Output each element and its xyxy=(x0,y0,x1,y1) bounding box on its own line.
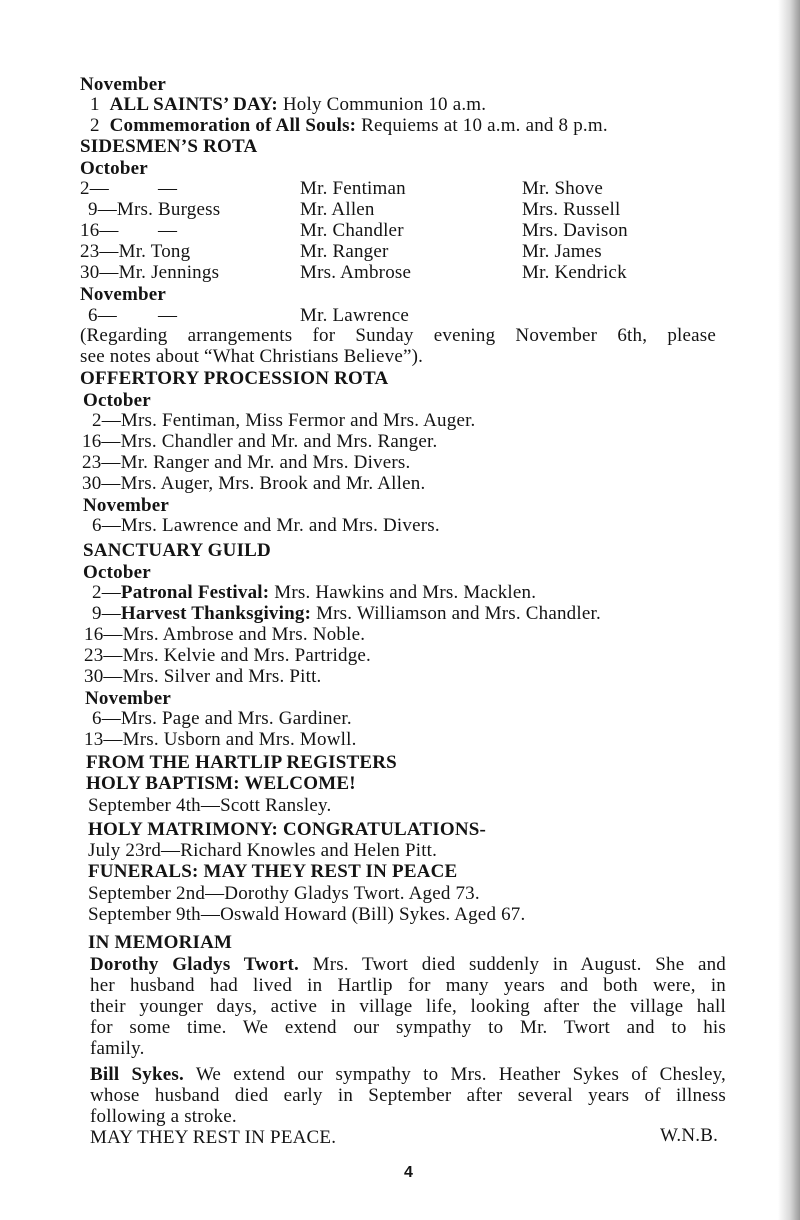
sidesmen-note-line: (Regarding arrangements for Sunday evening November 6th, please xyxy=(80,325,716,346)
offertory-line: 23—Mr. Ranger and Mr. and Mrs. Divers. xyxy=(82,452,411,473)
sidesmen-row: 6— — Mr. Lawrence xyxy=(88,305,409,326)
offertory-november: November xyxy=(83,495,170,516)
sidesmen-october: October xyxy=(80,158,148,179)
november-item-1: 1 ALL SAINTS’ DAY: Holy Communion 10 a.m. xyxy=(90,94,487,115)
sanctuary-heading: SANCTUARY GUILD xyxy=(83,540,271,561)
registers-heading: FROM THE HARTLIP REGISTERS xyxy=(86,752,397,773)
patronal-festival-label: Patronal Festival: xyxy=(120,582,270,603)
sanctuary-line: 9—Harvest Thanksgiving: Mrs. Williamson and Mrs. Chandler. xyxy=(92,603,601,624)
sanctuary-october: October xyxy=(83,562,151,583)
sidesmen-row: 2— — Mr. Fentiman Mr. Shove xyxy=(80,178,603,199)
november-item-2: 2 Commemoration of All Souls: Requiems at 10 a.m. and 8 p.m. xyxy=(90,115,608,136)
offertory-line: 6—Mrs. Lawrence and Mr. and Mrs. Divers. xyxy=(92,515,440,536)
offertory-line: 30—Mrs. Auger, Mrs. Brook and Mr. Allen. xyxy=(82,473,426,494)
memoriam-paragraph-line: whose husband died early in September after several years of illness xyxy=(90,1085,726,1106)
matrimony-heading: HOLY MATRIMONY: CONGRATULATIONS- xyxy=(88,819,487,840)
closing-line: MAY THEY REST IN PEACE. xyxy=(90,1127,337,1148)
memoriam-paragraph-line: their younger days, active in village life, looking after the village hall xyxy=(90,996,726,1017)
sanctuary-line: 16—Mrs. Ambrose and Mrs. Noble. xyxy=(84,624,366,645)
all-souls-title: Commemoration of All Souls: xyxy=(109,115,357,136)
sidesmen-row: 16— — Mr. Chandler Mrs. Davison xyxy=(80,220,628,241)
sanctuary-line: 2—Patronal Festival: Mrs. Hawkins and Mrs. Macklen. xyxy=(92,582,537,603)
sidesmen-row: 23—Mr. Tong Mr. Ranger Mr. James xyxy=(80,241,602,262)
baptism-heading: HOLY BAPTISM: WELCOME! xyxy=(86,773,356,794)
funeral-entry: September 9th—Oswald Howard (Bill) Sykes. Aged 67. xyxy=(88,904,526,925)
offertory-october: October xyxy=(83,390,151,411)
sanctuary-line: 30—Mrs. Silver and Mrs. Pitt. xyxy=(84,666,322,687)
sidesmen-row: 9—Mrs. Burgess Mr. Allen Mrs. Russell xyxy=(88,199,621,220)
page-number: 4 xyxy=(404,1164,414,1181)
memoriam-paragraph-line: Bill Sykes. We extend our sympathy to Mrs. Heather Sykes of Chesley, xyxy=(90,1064,727,1085)
sidesmen-row: 30—Mr. Jennings Mrs. Ambrose Mr. Kendrick xyxy=(80,262,627,283)
sanctuary-line: 23—Mrs. Kelvie and Mrs. Partridge. xyxy=(84,645,372,666)
twort-name: Dorothy Gladys Twort. xyxy=(90,954,299,975)
sidesmen-heading: SIDESMEN’S ROTA xyxy=(80,136,258,157)
memoriam-paragraph-line: for some time. We extend our sympathy to Mr. Twort and to his xyxy=(90,1017,726,1038)
offertory-line: 16—Mrs. Chandler and Mr. and Mrs. Ranger. xyxy=(82,431,438,452)
sidesmen-note-line: see notes about “What Christians Believe”). xyxy=(80,346,424,367)
matrimony-entry: July 23rd—Richard Knowles and Helen Pitt. xyxy=(88,840,438,861)
harvest-thanksgiving-label: Harvest Thanksgiving: xyxy=(120,603,312,624)
all-saints-title: ALL SAINTS’ DAY: xyxy=(109,94,278,115)
funerals-heading: FUNERALS: MAY THEY REST IN PEACE xyxy=(88,861,458,882)
baptism-entry: September 4th—Scott Ransley. xyxy=(88,795,332,816)
sykes-name: Bill Sykes. xyxy=(90,1064,184,1085)
signature-initials: W.N.B. xyxy=(660,1125,719,1146)
offertory-line: 2—Mrs. Fentiman, Miss Fermor and Mrs. Auger. xyxy=(92,410,476,431)
sanctuary-line: 13—Mrs. Usborn and Mrs. Mowll. xyxy=(84,729,357,750)
sidesmen-november: November xyxy=(80,284,167,305)
november-heading: November xyxy=(80,74,167,95)
funeral-entry: September 2nd—Dorothy Gladys Twort. Aged 73. xyxy=(88,883,480,904)
memoriam-heading: IN MEMORIAM xyxy=(88,932,233,953)
memoriam-paragraph-line: her husband had lived in Hartlip for many years and both were, in xyxy=(90,975,726,996)
memoriam-paragraph-line: Dorothy Gladys Twort. Mrs. Twort died suddenly in August. She and xyxy=(90,954,726,975)
sanctuary-line: 6—Mrs. Page and Mrs. Gardiner. xyxy=(92,708,352,729)
memoriam-paragraph-line: family. xyxy=(90,1038,145,1059)
memoriam-paragraph-line: following a stroke. xyxy=(90,1106,237,1127)
sanctuary-november: November xyxy=(85,688,172,709)
offertory-heading: OFFERTORY PROCESSION ROTA xyxy=(80,368,389,389)
